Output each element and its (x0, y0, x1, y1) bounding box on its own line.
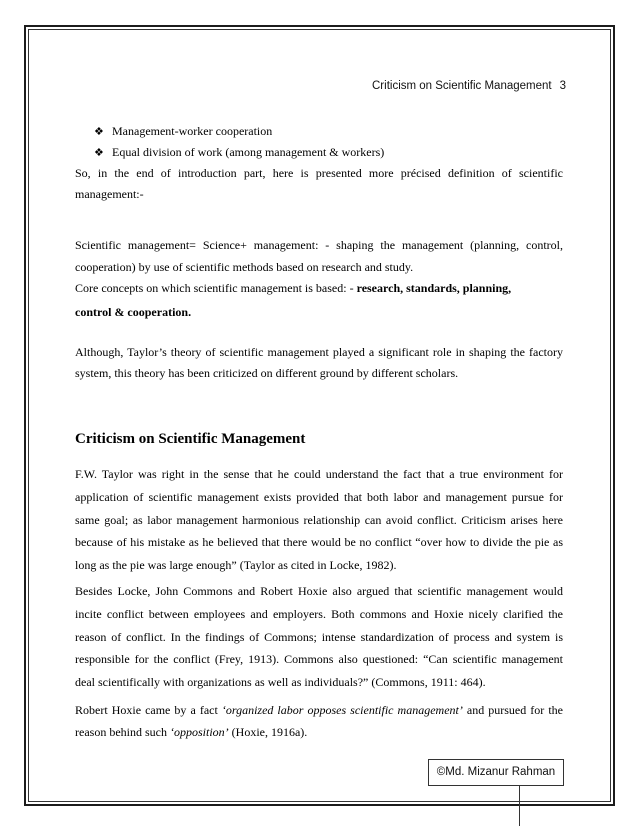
hoxie-text-1: Robert Hoxie came by a fact (75, 703, 222, 717)
bullet-list (94, 121, 384, 163)
hoxie-paragraph (75, 699, 563, 743)
header-title: Criticism on Scientific Management (372, 80, 552, 92)
list-item (94, 121, 384, 142)
although-paragraph: Although, Taylor’s theory of scientific management played a significant role in shaping the factory system, this theory has been criticized on different ground by different scholars. (75, 345, 563, 380)
definition-paragraph: Scientific management= Science+ management: - shaping the management (planning, control, cooperation) by use of scientific methods based on research and study. (75, 238, 563, 274)
bullet-text: Equal division of work (among management & workers) (112, 145, 385, 159)
hoxie-italic-quote: ‘organized labor opposes scientific management’ (221, 703, 463, 717)
core-concepts-paragraph (75, 276, 563, 324)
footer-author: ©Md. Mizanur Rahman (428, 759, 564, 786)
taylor-paragraph: F.W. Taylor was right in the sense that he could understand the fact that a true environment for application of scientific management exists provided that both labor and management pursue for same goal; as labor management harmonious relationship can avoid conflict. Criticism arises here because of his mistake as he believed that there would be no conflict “over how to divide the pie as long as the pie was large enough” (Taylor as cited in Locke, 1982). (75, 467, 563, 573)
page-number: 3 (559, 80, 566, 92)
list-item (94, 142, 384, 163)
hoxie-italic-opposition: ‘opposition’ (169, 725, 229, 739)
diamond-bullet-icon: ❖ (94, 147, 104, 159)
intro-paragraph: So, in the end of introduction part, here is presented more précised definition of scientific management:- (75, 166, 563, 201)
core-bold-text: research, standards, planning, (356, 281, 512, 295)
section-heading: Criticism on Scientific Management (75, 431, 306, 447)
hoxie-text-2: and pursued for the reason behind such (75, 703, 563, 739)
core-bold-text-2: control & cooperation. (75, 305, 192, 319)
running-header (372, 80, 566, 92)
footer-divider (519, 785, 520, 826)
core-lead-text: Core concepts on which scientific management is based: - (75, 281, 357, 295)
diamond-bullet-icon: ❖ (94, 126, 104, 138)
hoxie-text-3: (Hoxie, 1916a). (228, 725, 308, 739)
bullet-text: Management-worker cooperation (112, 124, 273, 138)
commons-paragraph: Besides Locke, John Commons and Robert Hoxie also argued that scientific management would incite conflict between employees and employers. Both commons and Hoxie nicely clarified the reason of conflict. In the findings of Commons; intense standardization of process and system is responsible for the conflict (Frey, 1913). Commons also questioned: “Can scientific management deal scientifically with organizations as well as individuals?” (Commons, 1911: 464). (75, 584, 563, 690)
